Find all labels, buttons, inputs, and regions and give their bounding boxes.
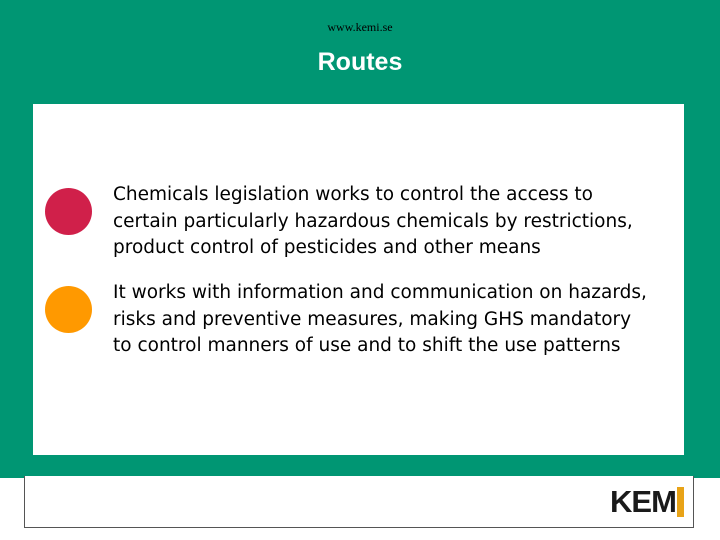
bullet-2-line-1: It works with information and communication on hazards, — [113, 282, 647, 303]
red-bullet-dot-icon — [45, 188, 92, 235]
bullet-1-line-1: Chemicals legislation works to control the access to — [113, 184, 593, 205]
bullet-text-2 — [113, 280, 683, 360]
slide-title: Routes — [317, 48, 403, 76]
content-box — [33, 104, 684, 455]
kemi-logo-bar-icon — [677, 487, 684, 517]
bullet-2-line-3: to control manners of use and to shift the use patterns — [113, 335, 621, 356]
bullet-1-line-2: certain particularly hazardous chemicals by restrictions, — [113, 210, 633, 232]
kemi-logo-text: KEM — [610, 484, 676, 519]
footer-frame — [24, 476, 694, 528]
bullet-2-line-2: risks and preventive measures, making GHS mandatory — [113, 308, 632, 330]
orange-bullet-dot-icon — [45, 286, 92, 333]
kemi-logo — [610, 485, 684, 519]
bullet-text-1 — [113, 182, 683, 262]
footer-url[interactable]: www.kemi.se — [327, 20, 393, 34]
bullet-1-line-3: product control of pesticides and other means — [113, 237, 541, 258]
